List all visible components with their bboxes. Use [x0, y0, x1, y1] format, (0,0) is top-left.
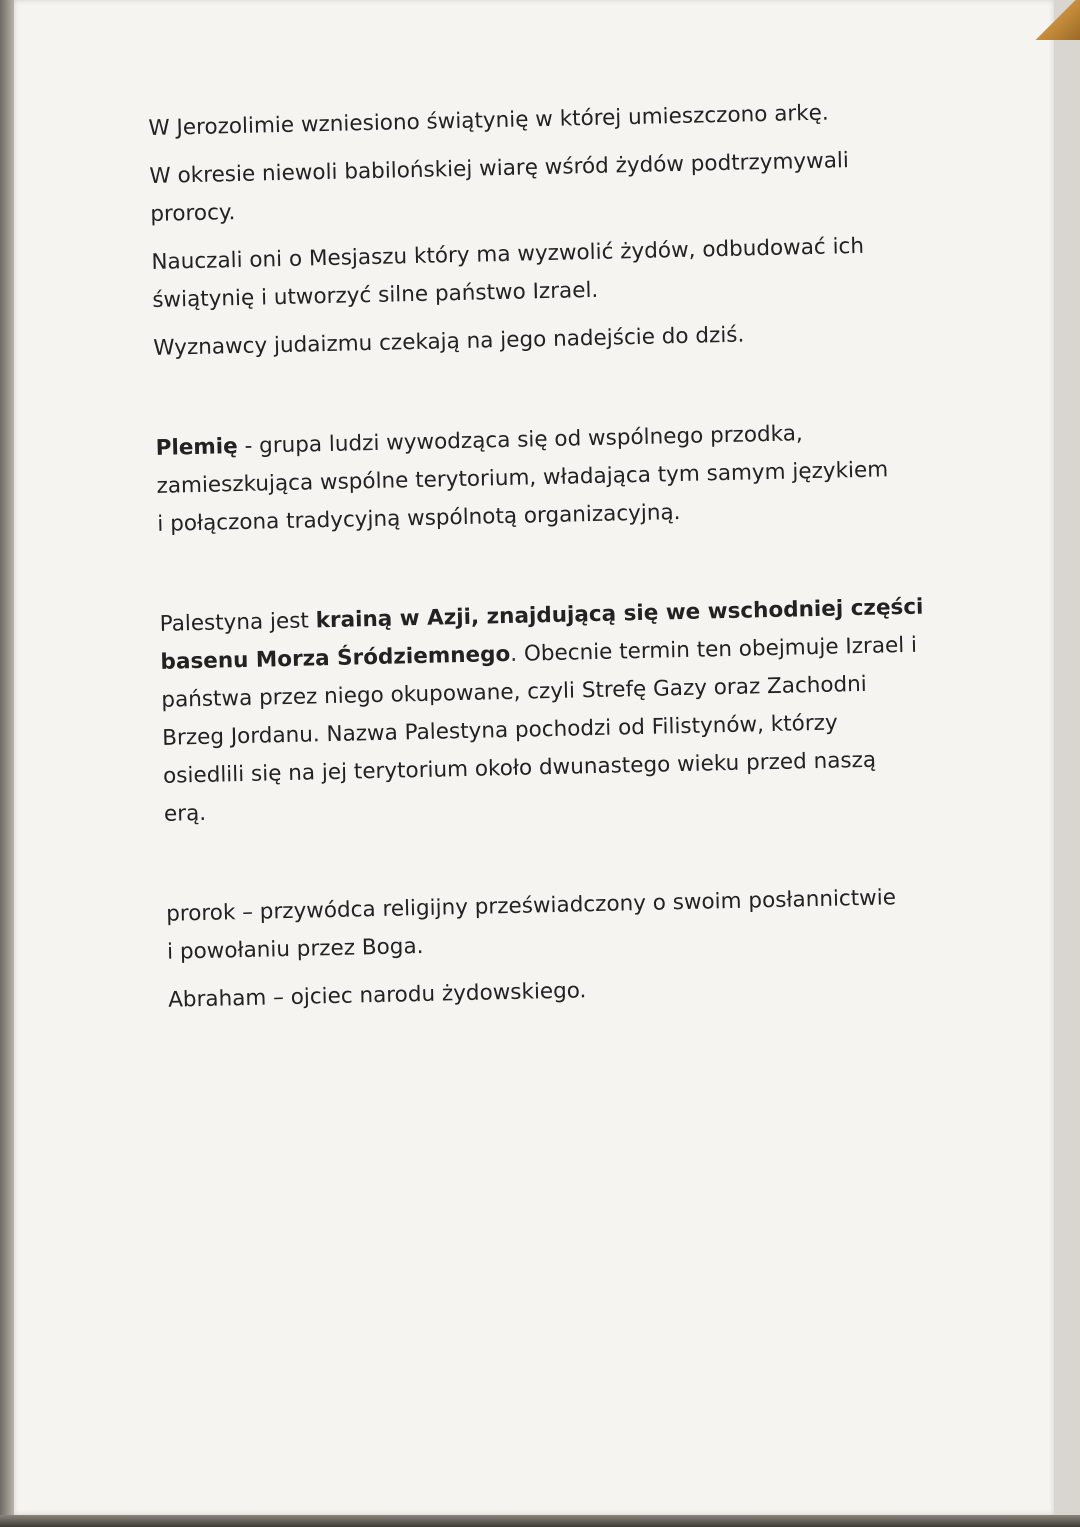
paragraph-captivity-line1: W okresie niewoli babilońskiej wiarę wśród żydów podtrzymywali [149, 148, 850, 189]
tribe-term: Plemię [155, 434, 239, 461]
palestine-line6: erą. [163, 800, 207, 827]
tribe-definition-text: - grupa ludzi wywodząca się od wspólnego przodka, [237, 421, 803, 460]
paragraph-temple: W Jerozolimie wzniesiono świątynię w której umieszczono arkę. [148, 100, 829, 141]
page-bottom-edge [0, 1515, 1080, 1527]
paragraph-captivity-line2: prorocy. [150, 200, 236, 227]
paragraph-messiah-line2: świątynię i utworzyć silne państwo Izrael. [152, 277, 599, 313]
palestine-line2-rest: . Obecnie termin ten obejmuje Izrael i [509, 632, 918, 667]
tribe-definition-line2: zamieszkująca wspólne terytorium, władająca tym samym językiem [156, 457, 889, 499]
palestine-intro: Palestyna jest [159, 608, 316, 637]
palestine-line3: państwa przez niego okupowane, czyli Strefę Gazy oraz Zachodni [161, 671, 868, 713]
palestine-line5: osiedlili się na jej terytorium około dwunastego wieku przed naszą [162, 747, 877, 789]
page-corner [1020, 0, 1080, 40]
paragraph-judaism: Wyznawcy judaizmu czekają na jego nadejście do dziś. [153, 322, 745, 361]
paragraph-messiah-line1: Nauczali oni o Mesjaszu który ma wyzwolić żydów, odbudować ich [151, 233, 865, 275]
page-left-shadow [0, 0, 14, 1527]
palestine-line4: Brzeg Jordanu. Nazwa Palestyna pochodzi od Filistynów, którzy [161, 710, 838, 751]
prophet-definition-line1: prorok – przywódca religijny przeświadczony o swoim posłannictwie [165, 885, 897, 927]
document-text [148, 91, 1008, 1020]
abraham-definition: Abraham – ojciec narodu żydowskiego. [167, 978, 587, 1013]
prophet-definition-line2: i powołaniu przez Boga. [166, 933, 424, 965]
palestine-bold-1: krainą w Azji, znajdującą się we wschodniej części [315, 594, 924, 634]
tribe-definition-line3: i połączona tradycyjną wspólnotą organizacyjną. [157, 500, 681, 537]
palestine-bold-2: basenu Morza Śródziemnego [160, 641, 511, 675]
